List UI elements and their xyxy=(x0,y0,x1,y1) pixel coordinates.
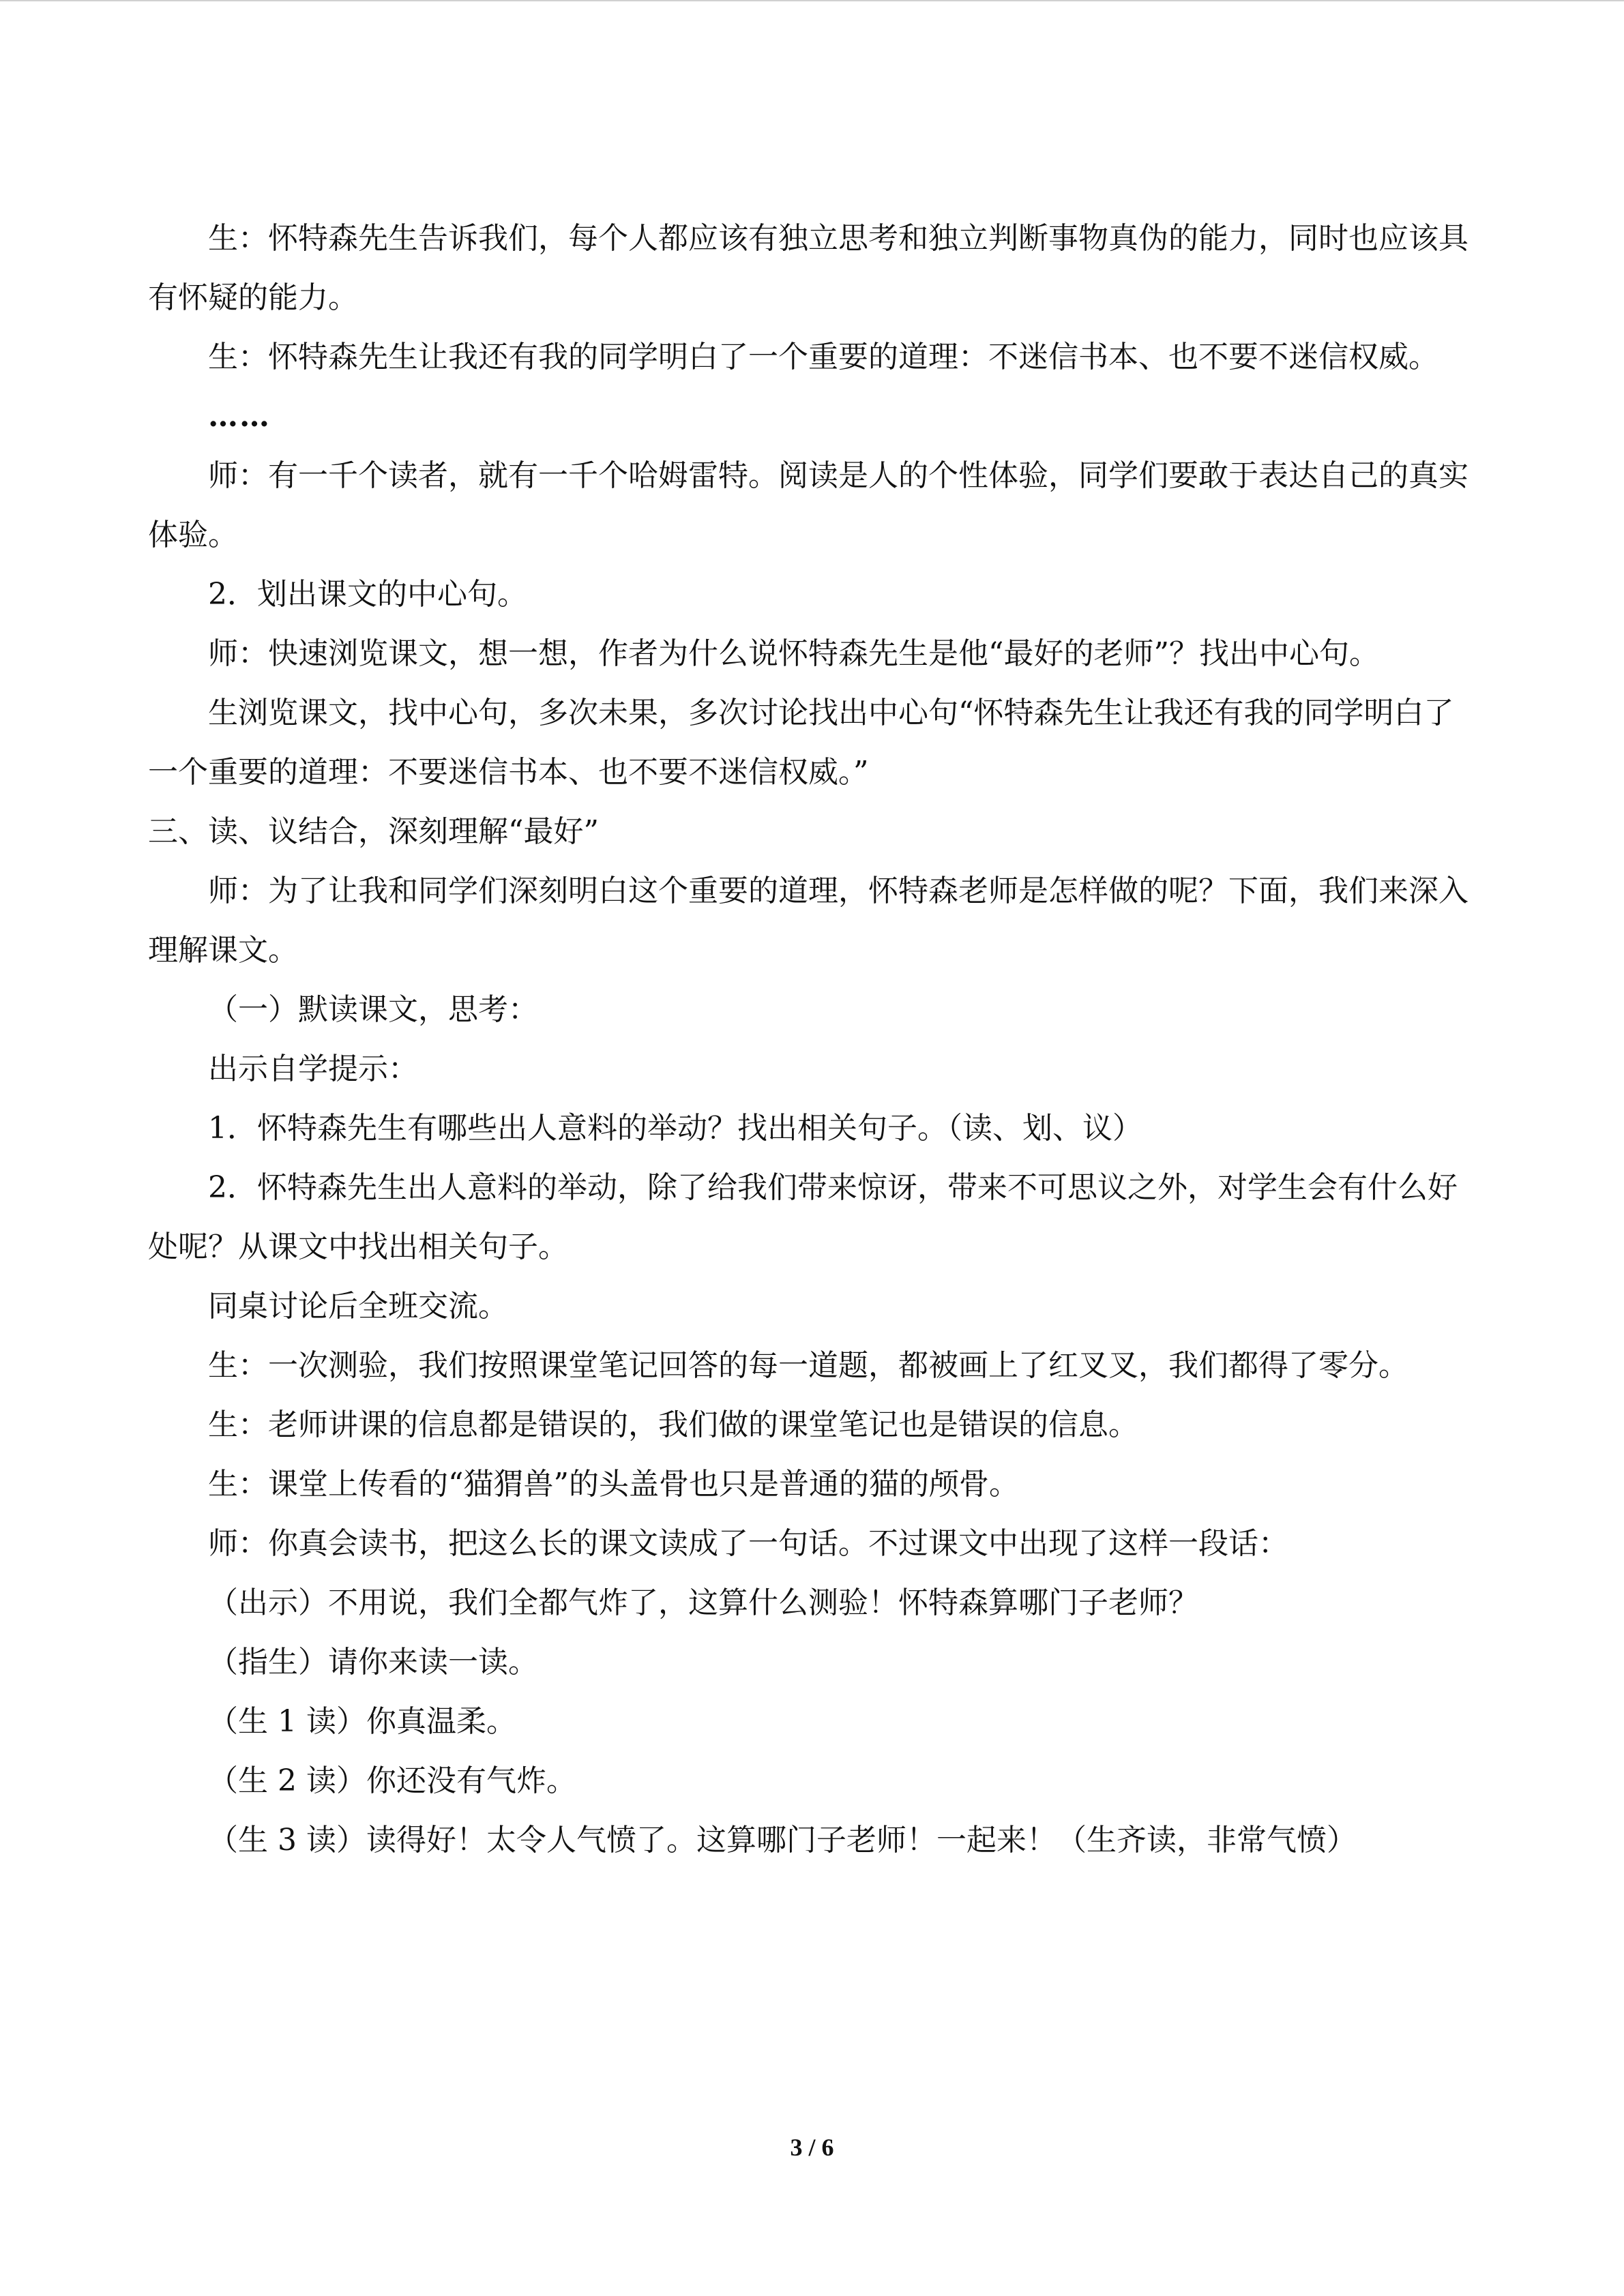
paragraph: （出示）不用说，我们全都气炸了，这算什么测验！怀特森算哪门子老师？ xyxy=(208,1585,1198,1620)
paragraph: 师：你真会读书，把这么长的课文读成了一句话。不过课文中出现了这样一段话： xyxy=(208,1526,1288,1561)
paragraph: 同桌讨论后全班交流。 xyxy=(208,1289,508,1324)
paragraph: 生：怀特森先生告诉我们，每个人都应该有独立思考和独立判断事物真伪的能力，同时也应该具有怀疑的能力。 xyxy=(148,221,1468,315)
paragraph: 师：为了让我和同学们深刻明白这个重要的道理，怀特森老师是怎样做的呢？下面，我们来深入理解课文。 xyxy=(148,874,1468,968)
page-top-border xyxy=(0,0,1624,1)
paragraph: 师：快速浏览课文，想一想，作者为什么说怀特森先生是他“最好的老师”？找出中心句。 xyxy=(208,636,1379,671)
paragraph: 师：有一千个读者，就有一千个哈姆雷特。阅读是人的个性体验，同学们要敢于表达自己的真实体验。 xyxy=(148,458,1468,552)
paragraph: 生浏览课文，找中心句，多次未果，多次讨论找出中心句“怀特森先生让我还有我的同学明白了一个重要的道理：不要迷信书本、也不要不迷信权威。” xyxy=(148,696,1454,790)
document-body xyxy=(148,209,1471,1870)
paragraph: （指生）请你来读一读。 xyxy=(208,1645,538,1680)
page-number: 3 / 6 xyxy=(790,2134,834,2161)
paragraph: （生 2 读）你还没有气炸。 xyxy=(208,1763,576,1798)
paragraph: 2．怀特森先生出人意料的举动，除了给我们带来惊讶，带来不可思议之外，对学生会有什么好处呢？从课文中找出相关句子。 xyxy=(148,1170,1458,1264)
paragraph: 生：怀特森先生让我还有我的同学明白了一个重要的道理：不迷信书本、也不要不迷信权威。 xyxy=(208,340,1438,374)
paragraph: 生：一次测验，我们按照课堂笔记回答的每一道题，都被画上了红叉叉，我们都得了零分。 xyxy=(208,1348,1408,1383)
paragraph: 生：课堂上传看的“猫猬兽”的头盖骨也只是普通的猫的颅骨。 xyxy=(208,1467,1019,1502)
paragraph: （一）默读课文，思考： xyxy=(208,992,538,1027)
paragraph: （生 1 读）你真温柔。 xyxy=(208,1704,516,1739)
paragraph: 1．怀特森先生有哪些出人意料的举动？找出相关句子。（读、划、议） xyxy=(208,1111,1142,1146)
paragraph: 2．划出课文的中心句。 xyxy=(208,577,527,612)
paragraph: （生 3 读）读得好！太令人气愤了。这算哪门子老师！一起来！（生齐读，非常气愤） xyxy=(208,1823,1357,1858)
paragraph: 出示自学提示： xyxy=(208,1052,418,1086)
ellipsis-line: …… xyxy=(208,399,271,434)
paragraph: 生：老师讲课的信息都是错误的，我们做的课堂笔记也是错误的信息。 xyxy=(208,1407,1138,1442)
section-heading: 三、读、议结合，深刻理解“最好” xyxy=(148,814,599,849)
